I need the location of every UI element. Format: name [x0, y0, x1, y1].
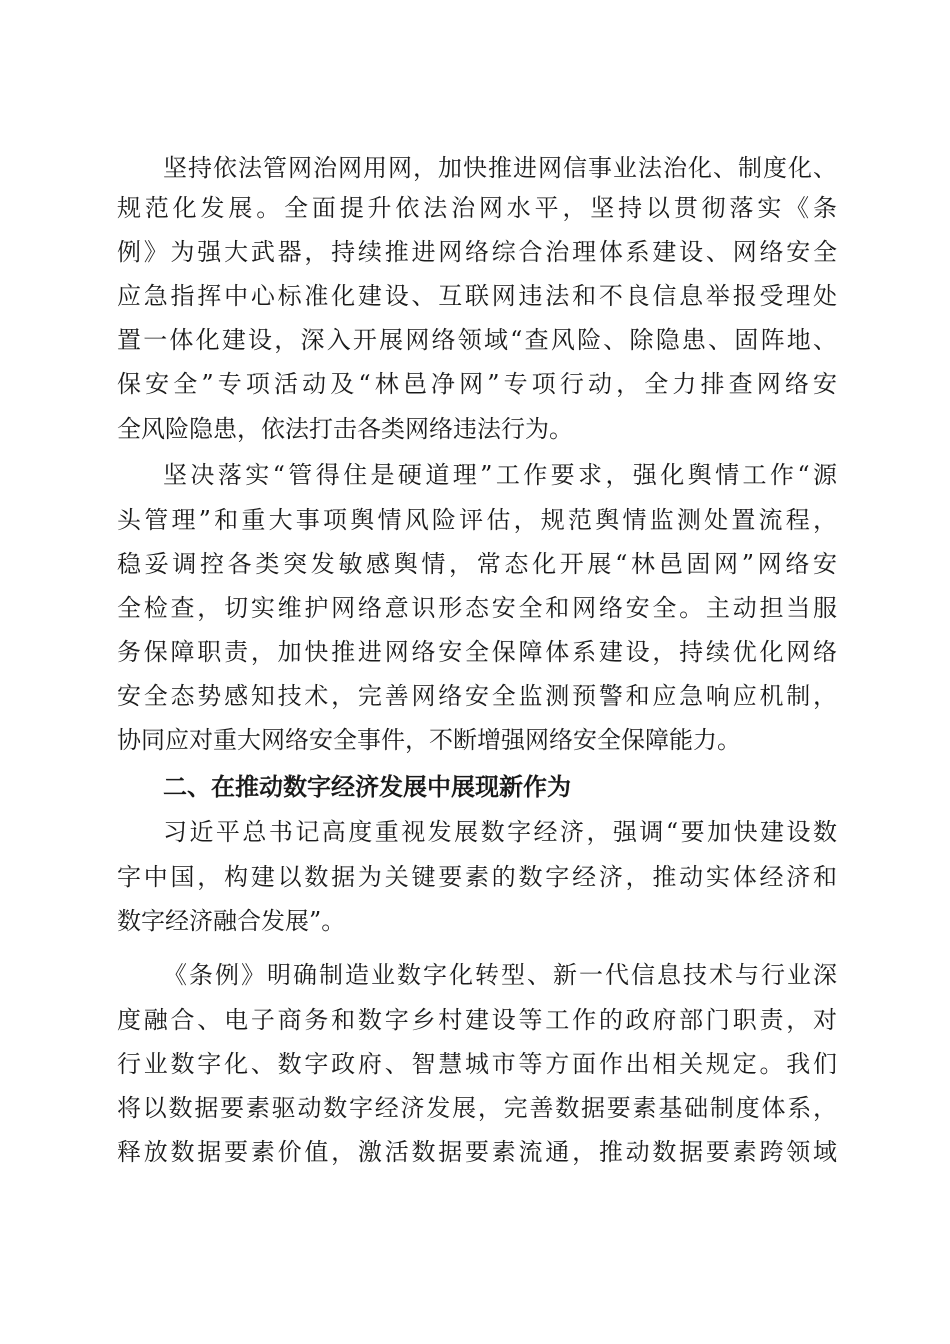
paragraph-4-line-4: 将以数据要素驱动数字经济发展，完善数据要素基础制度体系， — [117, 1094, 837, 1122]
paragraph-3-line-2: 字中国，构建以数据为关键要素的数字经济，推动实体经济和 — [117, 863, 837, 891]
paragraph-1-line-7: 全风险隐患，依法打击各类网络违法行为。 — [117, 415, 573, 443]
paragraph-3-line-1: 习近平总书记高度重视发展数字经济，强调“要加快建设数 — [163, 818, 837, 846]
paragraph-2-line-5: 务保障职责，加快推进网络安全保障体系建设，持续优化网络 — [117, 638, 837, 666]
paragraph-2-line-7: 协同应对重大网络安全事件，不断增强网络安全保障能力。 — [117, 726, 741, 754]
paragraph-1-line-4: 应急指挥中心标准化建设、互联网违法和不良信息举报受理处 — [117, 282, 837, 310]
paragraph-4-line-1: 《条例》明确制造业数字化转型、新一代信息技术与行业深 — [163, 961, 837, 989]
paragraph-1-line-2: 规范化发展。全面提升依法治网水平，坚持以贯彻落实《条 — [117, 194, 837, 222]
paragraph-4-line-3: 行业数字化、数字政府、智慧城市等方面作出相关规定。我们 — [117, 1050, 837, 1078]
paragraph-4-line-5: 释放数据要素价值，激活数据要素流通，推动数据要素跨领域 — [117, 1138, 837, 1166]
paragraph-2-line-1: 坚决落实“管得住是硬道理”工作要求，强化舆情工作“源 — [163, 461, 837, 489]
paragraph-1-line-3: 例》为强大武器，持续推进网络综合治理体系建设、网络安全 — [117, 238, 837, 266]
paragraph-2-line-3: 稳妥调控各类突发敏感舆情，常态化开展“林邑固网”网络安 — [117, 550, 837, 578]
paragraph-1-line-5: 置一体化建设，深入开展网络领域“查风险、除隐患、固阵地、 — [117, 326, 837, 354]
paragraph-1-line-6: 保安全”专项活动及“林邑净网”专项行动，全力排查网络安 — [117, 370, 837, 398]
paragraph-3-line-3: 数字经济融合发展”。 — [117, 907, 346, 935]
section-heading: 二、在推动数字经济发展中展现新作为 — [163, 773, 571, 801]
paragraph-4-line-2: 度融合、电子商务和数字乡村建设等工作的政府部门职责，对 — [117, 1006, 837, 1034]
paragraph-2-line-2: 头管理”和重大事项舆情风险评估，规范舆情监测处置流程， — [117, 506, 837, 534]
paragraph-2-line-6: 安全态势感知技术，完善网络安全监测预警和应急响应机制， — [117, 682, 837, 710]
paragraph-1-line-1: 坚持依法管网治网用网，加快推进网信事业法治化、制度化、 — [163, 154, 837, 182]
paragraph-2-line-4: 全检查，切实维护网络意识形态安全和网络安全。主动担当服 — [117, 594, 837, 622]
